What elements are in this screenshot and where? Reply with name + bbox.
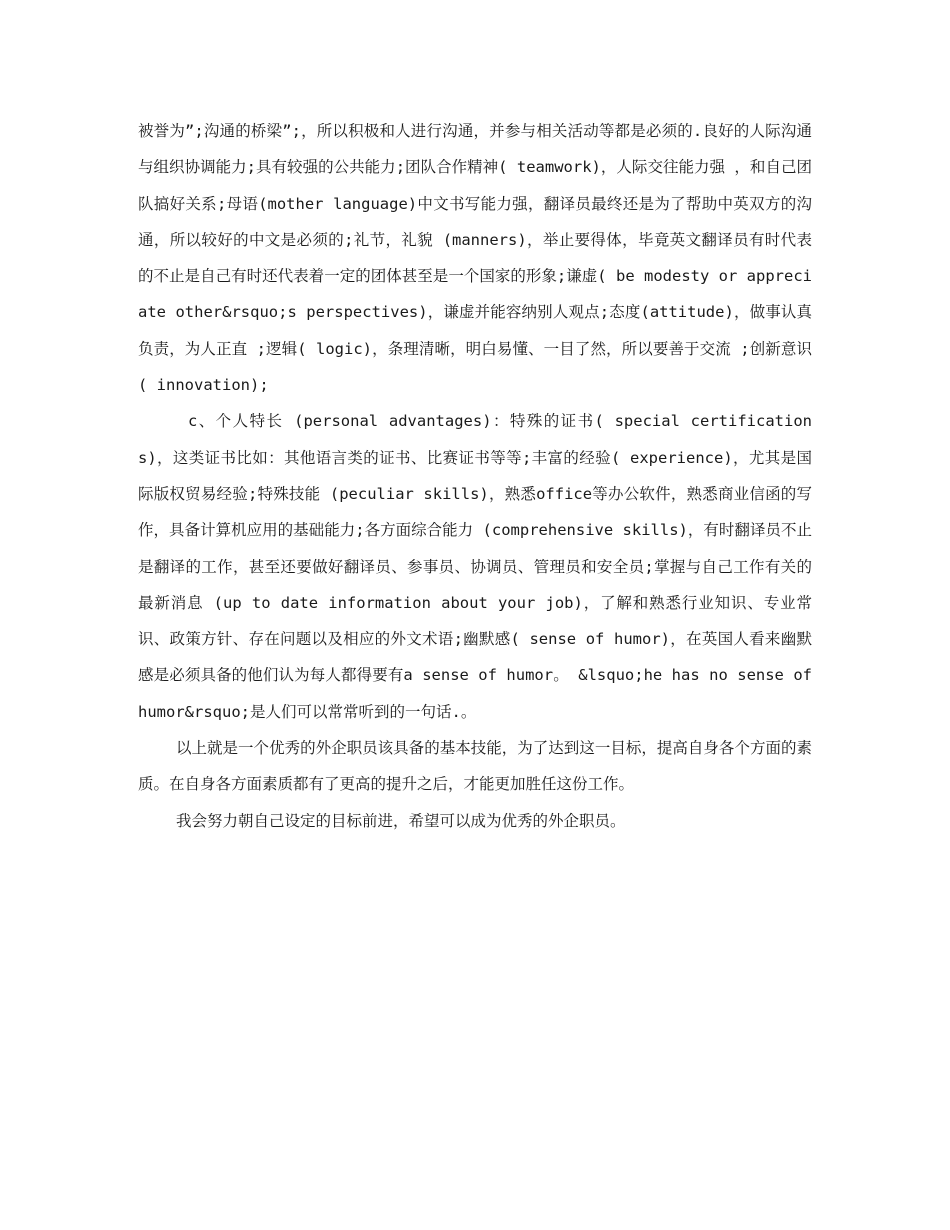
paragraph-summary: 以上就是一个优秀的外企职员该具备的基本技能，为了达到这一目标，提高自身各个方面的素质。在自身各方面素质都有了更高的提升之后，才能更加胜任这份工作。 <box>138 739 812 794</box>
paragraph-skills-communication: 被誉为”;沟通的桥梁”;，所以积极和人进行沟通，并参与相关活动等都是必须的.良好的人际沟通与组织协调能力;具有较强的公共能力;团队合作精神( teamwork)，人际交往能力强 ，和自己团队搞好关系;母语(mother language)中文书写能力强，翻译员最终还是为了帮助中英双方的沟通，所以较好的中文是必须的;礼节，礼貌 (manners)，举止要得体，毕竟英文翻译员有时代表的不止是自己有时还代表着一定的团体甚至是一个国家的形象;谦虚( be modesty or appreciate other&rsquo;s perspectives)，谦虚并能容纳别人观点;态度(attitude)，做事认真负责，为人正直 ;逻辑( logic)，条理清晰，明白易懂、一目了然，所以要善于交流 ;创新意识( innovation); <box>138 122 812 395</box>
paragraph-personal-advantages: c、个人特长 (personal advantages)：特殊的证书( special certifications)，这类证书比如：其他语言类的证书、比赛证书等等;丰富的经验( experience)，尤其是国际版权贸易经验;特殊技能 (peculiar skills)，熟悉office等办公软件，熟悉商业信函的写作，具备计算机应用的基础能力;各方面综合能力 (comprehensive skills)，有时翻译员不止是翻译的工作，甚至还要做好翻译员、参事员、协调员、管理员和安全员;掌握与自己工作有关的最新消息 (up to date information about your job)，了解和熟悉行业知识、专业常识、政策方针、存在问题以及相应的外文术语;幽默感( sense of humor)，在英国人看来幽默感是必须具备的他们认为每人都得要有a sense of humor。 &lsquo;he has no sense of humor&rsquo;是人们可以常常听到的一句话.。 <box>138 412 812 721</box>
document-body <box>138 113 812 839</box>
paragraph-closing: 我会努力朝自己设定的目标前进，希望可以成为优秀的外企职员。 <box>176 811 626 830</box>
